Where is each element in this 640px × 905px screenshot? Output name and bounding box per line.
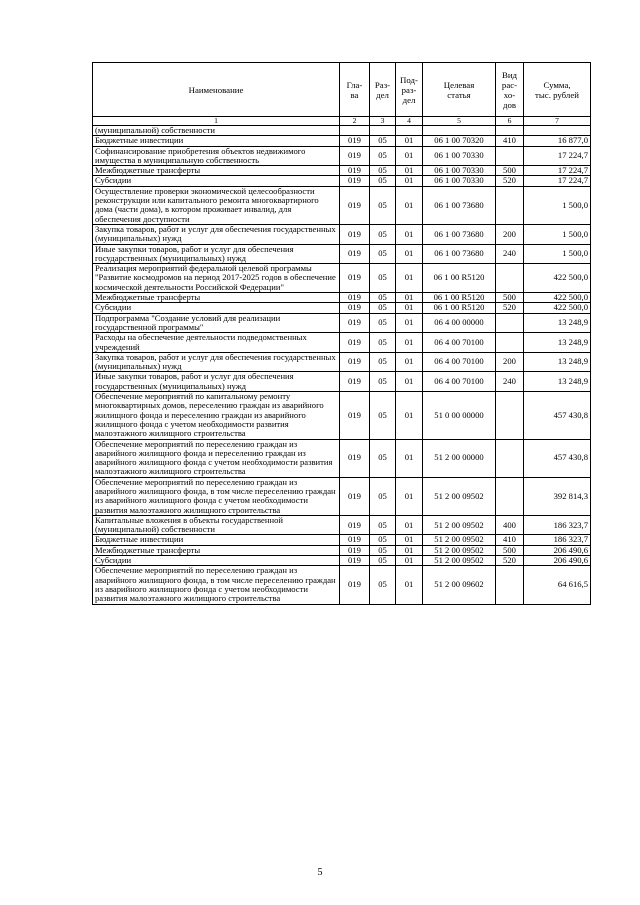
row-summa: 422 500,0: [524, 264, 591, 293]
row-vid-rashodov: 500: [496, 293, 524, 303]
row-glava: 019: [340, 535, 370, 545]
row-summa: 206 490,6: [524, 545, 591, 555]
row-glava: 019: [340, 439, 370, 477]
row-name: Межбюджетные трансферты: [93, 545, 340, 555]
row-razdel: 05: [370, 333, 396, 353]
row-podrazdel: 01: [396, 439, 423, 477]
row-name: Осуществление проверки экономической целесообразности реконструкции или капитального ремонта многоквартирного дома (части дома), в котором проживает инвалид, для обеспечения доступности: [93, 186, 340, 224]
row-glava: 019: [340, 166, 370, 176]
row-razdel: 05: [370, 186, 396, 224]
column-number: 5: [423, 117, 496, 126]
row-summa: 17 224,7: [524, 176, 591, 186]
row-name: Субсидии: [93, 303, 340, 313]
row-podrazdel: 01: [396, 566, 423, 604]
row-podrazdel: 01: [396, 166, 423, 176]
row-razdel: 05: [370, 166, 396, 176]
row-celevaya-statya: 51 2 00 00000: [423, 439, 496, 477]
row-summa: 1 500,0: [524, 186, 591, 224]
row-celevaya-statya: 51 2 00 09502: [423, 477, 496, 515]
table-row: [93, 136, 591, 146]
row-summa: 1 500,0: [524, 224, 591, 244]
row-glava: 019: [340, 392, 370, 439]
row-podrazdel: 01: [396, 244, 423, 264]
row-vid-rashodov: 400: [496, 515, 524, 535]
row-glava: 019: [340, 176, 370, 186]
row-summa: 206 490,6: [524, 556, 591, 566]
row-celevaya-statya: 51 2 00 09502: [423, 545, 496, 555]
row-summa: 17 224,7: [524, 166, 591, 176]
row-name: Межбюджетные трансферты: [93, 166, 340, 176]
row-podrazdel: 01: [396, 477, 423, 515]
header-podrazdel: Под- раз- дел: [396, 63, 423, 117]
header-vid-rashodov: Вид рас- хо- дов: [496, 63, 524, 117]
table-row: [93, 372, 591, 392]
row-podrazdel: 01: [396, 556, 423, 566]
row-name: Подпрограмма "Создание условий для реализации государственной программы": [93, 313, 340, 333]
row-summa: 186 323,7: [524, 515, 591, 535]
row-podrazdel: 01: [396, 535, 423, 545]
row-name: Реализация мероприятий федеральной целевой программы "Развитие космодромов на период 2017-2025 годов в обеспечение космической деятельности Российской Федерации": [93, 264, 340, 293]
row-razdel: 05: [370, 556, 396, 566]
header-row: [93, 63, 591, 117]
column-number: 2: [340, 117, 370, 126]
row-podrazdel: 01: [396, 186, 423, 224]
row-summa: 422 500,0: [524, 293, 591, 303]
row-celevaya-statya: 06 4 00 70100: [423, 333, 496, 353]
row-vid-rashodov: 200: [496, 224, 524, 244]
row-glava: 019: [340, 515, 370, 535]
row-glava: 019: [340, 372, 370, 392]
row-summa: 422 500,0: [524, 303, 591, 313]
row-summa: 392 814,3: [524, 477, 591, 515]
row-razdel: 05: [370, 293, 396, 303]
row-name: Обеспечение мероприятий по переселению граждан из аварийного жилищного фонда и переселению граждан из аварийного жилищного фонда с учетом необходимости развития малоэтажного жилищного строительства: [93, 439, 340, 477]
row-razdel: 05: [370, 566, 396, 604]
row-summa: 457 430,8: [524, 392, 591, 439]
table-row: [93, 224, 591, 244]
row-podrazdel: [396, 126, 423, 136]
row-razdel: 05: [370, 515, 396, 535]
row-glava: 019: [340, 556, 370, 566]
row-summa: 13 248,9: [524, 313, 591, 333]
row-podrazdel: 01: [396, 545, 423, 555]
row-vid-rashodov: 500: [496, 166, 524, 176]
row-vid-rashodov: 410: [496, 535, 524, 545]
row-vid-rashodov: 520: [496, 303, 524, 313]
row-name: Закупка товаров, работ и услуг для обеспечения государственных (муниципальных) нужд: [93, 352, 340, 372]
row-vid-rashodov: [496, 264, 524, 293]
column-number: 6: [496, 117, 524, 126]
row-name: Закупка товаров, работ и услуг для обеспечения государственных (муниципальных) нужд: [93, 224, 340, 244]
row-razdel: [370, 126, 396, 136]
row-vid-rashodov: 410: [496, 136, 524, 146]
row-glava: 019: [340, 244, 370, 264]
table-row: [93, 166, 591, 176]
column-number: 4: [396, 117, 423, 126]
row-name: Субсидии: [93, 176, 340, 186]
table-row: [93, 392, 591, 439]
row-glava: 019: [340, 146, 370, 166]
row-razdel: 05: [370, 372, 396, 392]
row-vid-rashodov: [496, 186, 524, 224]
row-glava: 019: [340, 224, 370, 244]
row-summa: 13 248,9: [524, 372, 591, 392]
table-row: [93, 352, 591, 372]
row-glava: 019: [340, 293, 370, 303]
column-number: 3: [370, 117, 396, 126]
row-vid-rashodov: 240: [496, 372, 524, 392]
table-row: [93, 293, 591, 303]
row-razdel: 05: [370, 477, 396, 515]
row-podrazdel: 01: [396, 372, 423, 392]
row-vid-rashodov: [496, 333, 524, 353]
row-glava: 019: [340, 477, 370, 515]
row-vid-rashodov: [496, 392, 524, 439]
header-celevaya-statya: Целевая статья: [423, 63, 496, 117]
row-celevaya-statya: 06 1 00 70330: [423, 146, 496, 166]
row-podrazdel: 01: [396, 293, 423, 303]
table-row: [93, 244, 591, 264]
table-body: [93, 126, 591, 605]
table-row: [93, 313, 591, 333]
row-razdel: 05: [370, 264, 396, 293]
row-vid-rashodov: 500: [496, 545, 524, 555]
row-summa: 17 224,7: [524, 146, 591, 166]
table-row: [93, 176, 591, 186]
row-celevaya-statya: 06 1 00 70330: [423, 176, 496, 186]
table-row: [93, 556, 591, 566]
row-razdel: 05: [370, 146, 396, 166]
row-vid-rashodov: [496, 126, 524, 136]
column-number: 7: [524, 117, 591, 126]
row-vid-rashodov: 240: [496, 244, 524, 264]
row-celevaya-statya: 51 0 00 00000: [423, 392, 496, 439]
row-vid-rashodov: [496, 313, 524, 333]
row-glava: 019: [340, 186, 370, 224]
table-row: [93, 186, 591, 224]
column-number: 1: [93, 117, 340, 126]
row-vid-rashodov: [496, 439, 524, 477]
row-name: Обеспечение мероприятий по капитальному ремонту многоквартирных домов, переселению граждан из аварийного жилищного фонда и переселению граждан из аварийного жилищного фонда с учетом необходимости развития малоэтажного жилищного строительства: [93, 392, 340, 439]
row-name: Межбюджетные трансферты: [93, 293, 340, 303]
row-glava: 019: [340, 264, 370, 293]
row-name: Обеспечение мероприятий по переселению граждан из аварийного жилищного фонда, в том числе переселению граждан из аварийного жилищного фонда с учетом необходимости развития малоэтажного жилищного строительства: [93, 566, 340, 604]
row-celevaya-statya: 51 2 00 09602: [423, 566, 496, 604]
row-vid-rashodov: [496, 146, 524, 166]
row-podrazdel: 01: [396, 392, 423, 439]
row-name: Иные закупки товаров, работ и услуг для обеспечения государственных (муниципальных) нужд: [93, 372, 340, 392]
column-number-row: [93, 117, 591, 126]
row-razdel: 05: [370, 535, 396, 545]
row-celevaya-statya: 06 1 00 R5120: [423, 264, 496, 293]
row-summa: 64 616,5: [524, 566, 591, 604]
row-summa: 13 248,9: [524, 352, 591, 372]
row-podrazdel: 01: [396, 333, 423, 353]
row-summa: 457 430,8: [524, 439, 591, 477]
table-row: [93, 439, 591, 477]
table-row: [93, 126, 591, 136]
row-razdel: 05: [370, 439, 396, 477]
row-glava: [340, 126, 370, 136]
row-name: Бюджетные инвестиции: [93, 535, 340, 545]
table-row: [93, 146, 591, 166]
budget-table: [92, 62, 591, 605]
row-podrazdel: 01: [396, 136, 423, 146]
row-summa: 16 877,0: [524, 136, 591, 146]
row-name: Софинансирование приобретения объектов недвижимого имущества в муниципальную собственность: [93, 146, 340, 166]
row-glava: 019: [340, 352, 370, 372]
row-podrazdel: 01: [396, 515, 423, 535]
row-name: Иные закупки товаров, работ и услуг для обеспечения государственных (муниципальных) нужд: [93, 244, 340, 264]
header-name: Наименование: [93, 63, 340, 117]
row-name: Капитальные вложения в объекты государственной (муниципальной) собственности: [93, 515, 340, 535]
table-row: [93, 477, 591, 515]
header-summa: Сумма, тыс. рублей: [524, 63, 591, 117]
row-razdel: 05: [370, 136, 396, 146]
row-glava: 019: [340, 303, 370, 313]
row-celevaya-statya: 06 1 00 R5120: [423, 293, 496, 303]
row-podrazdel: 01: [396, 224, 423, 244]
header-glava: Гла- ва: [340, 63, 370, 117]
row-podrazdel: 01: [396, 146, 423, 166]
row-celevaya-statya: 06 1 00 73680: [423, 224, 496, 244]
row-glava: 019: [340, 313, 370, 333]
row-glava: 019: [340, 545, 370, 555]
table-row: [93, 566, 591, 604]
row-celevaya-statya: 06 1 00 R5120: [423, 303, 496, 313]
row-vid-rashodov: [496, 477, 524, 515]
row-celevaya-statya: 06 1 00 73680: [423, 186, 496, 224]
row-name: Расходы на обеспечение деятельности подведомственных учреждений: [93, 333, 340, 353]
row-name: Субсидии: [93, 556, 340, 566]
row-summa: 186 323,7: [524, 535, 591, 545]
row-vid-rashodov: [496, 566, 524, 604]
row-razdel: 05: [370, 545, 396, 555]
row-glava: 019: [340, 566, 370, 604]
table-row: [93, 264, 591, 293]
row-razdel: 05: [370, 392, 396, 439]
row-razdel: 05: [370, 224, 396, 244]
row-celevaya-statya: 06 1 00 70320: [423, 136, 496, 146]
row-summa: 13 248,9: [524, 333, 591, 353]
row-glava: 019: [340, 136, 370, 146]
row-podrazdel: 01: [396, 352, 423, 372]
row-podrazdel: 01: [396, 176, 423, 186]
row-vid-rashodov: 520: [496, 176, 524, 186]
row-celevaya-statya: 51 2 00 09502: [423, 535, 496, 545]
row-razdel: 05: [370, 313, 396, 333]
row-podrazdel: 01: [396, 303, 423, 313]
row-vid-rashodov: 200: [496, 352, 524, 372]
row-celevaya-statya: 06 4 00 70100: [423, 352, 496, 372]
row-celevaya-statya: 51 2 00 09502: [423, 556, 496, 566]
row-celevaya-statya: 06 1 00 73680: [423, 244, 496, 264]
table-row: [93, 515, 591, 535]
page-number: 5: [317, 867, 323, 878]
row-name: (муниципальной) собственности: [93, 126, 340, 136]
row-razdel: 05: [370, 244, 396, 264]
row-razdel: 05: [370, 176, 396, 186]
row-name: Обеспечение мероприятий по переселению граждан из аварийного жилищного фонда, в том числе переселению граждан из аварийного жилищного фонда с учетом необходимости развития малоэтажного жилищного строительства: [93, 477, 340, 515]
row-summa: 1 500,0: [524, 244, 591, 264]
row-razdel: 05: [370, 352, 396, 372]
row-celevaya-statya: [423, 126, 496, 136]
row-celevaya-statya: 51 2 00 09502: [423, 515, 496, 535]
header-razdel: Раз- дел: [370, 63, 396, 117]
row-glava: 019: [340, 333, 370, 353]
row-podrazdel: 01: [396, 264, 423, 293]
row-celevaya-statya: 06 1 00 70330: [423, 166, 496, 176]
row-podrazdel: 01: [396, 313, 423, 333]
row-name: Бюджетные инвестиции: [93, 136, 340, 146]
table-row: [93, 303, 591, 313]
row-summa: [524, 126, 591, 136]
row-vid-rashodov: 520: [496, 556, 524, 566]
table-row: [93, 333, 591, 353]
table-row: [93, 545, 591, 555]
row-razdel: 05: [370, 303, 396, 313]
row-celevaya-statya: 06 4 00 70100: [423, 372, 496, 392]
table-row: [93, 535, 591, 545]
row-celevaya-statya: 06 4 00 00000: [423, 313, 496, 333]
